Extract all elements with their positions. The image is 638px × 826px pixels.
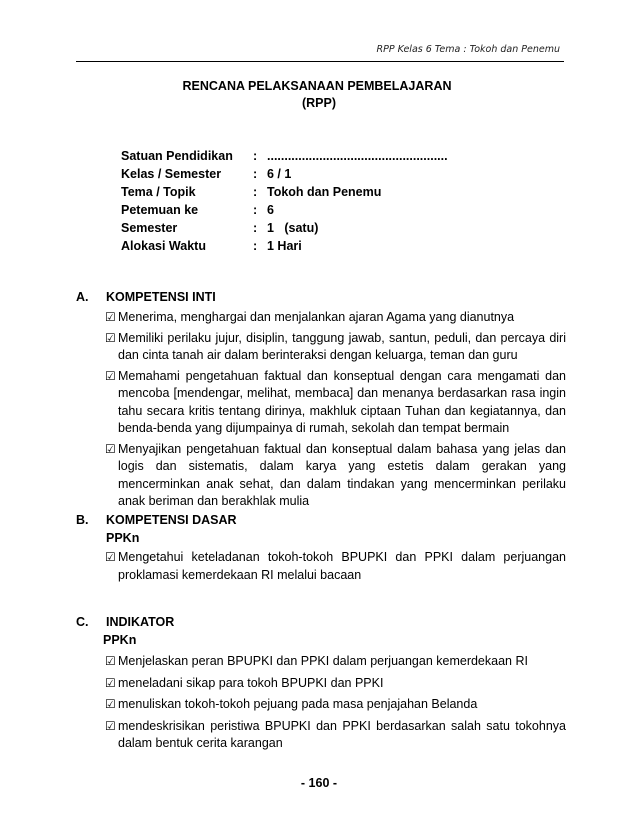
list-item xyxy=(76,309,566,327)
section-heading xyxy=(76,511,566,529)
info-value: Tokoh dan Penemu xyxy=(267,185,382,199)
subject-label: PPKn xyxy=(106,531,140,545)
list-item xyxy=(76,330,566,365)
checkbox-checked-icon: ☑ xyxy=(105,697,116,711)
list-item xyxy=(76,696,566,714)
list-item xyxy=(76,653,566,671)
info-value: .................................................... xyxy=(267,149,448,163)
document-title-line2: (RPP) xyxy=(301,96,337,110)
section-title: INDIKATOR xyxy=(106,615,175,629)
page-header-title: RPP Kelas 6 Tema : Tokoh dan Penemu xyxy=(376,44,560,55)
checkbox-checked-icon: ☑ xyxy=(105,550,116,564)
item-text: menuliskan tokoh-tokoh pejuang pada masa penjajahan Belanda xyxy=(118,697,478,711)
checklist xyxy=(76,549,566,584)
info-row xyxy=(121,219,448,237)
checkbox-checked-icon: ☑ xyxy=(105,368,116,383)
info-colon: : xyxy=(253,167,258,181)
section-letter: C. xyxy=(76,615,89,629)
list-item xyxy=(76,441,566,511)
checkbox-checked-icon: ☑ xyxy=(105,675,116,690)
item-text: meneladani sikap para tokoh BPUPKI dan PPKI xyxy=(118,675,384,690)
section-letter: B. xyxy=(76,513,89,527)
info-label: Satuan Pendidikan xyxy=(121,149,233,163)
info-label: Kelas / Semester xyxy=(121,167,222,181)
info-row xyxy=(121,183,448,201)
info-row xyxy=(121,147,448,165)
checkbox-checked-icon: ☑ xyxy=(105,654,116,668)
item-text: Menerima, menghargai dan menjalankan ajaran Agama yang dianutnya xyxy=(118,310,515,324)
section-kompetensi-inti xyxy=(76,288,566,511)
document-title xyxy=(0,78,638,112)
checklist xyxy=(76,309,566,511)
section-title: KOMPETENSI DASAR xyxy=(106,513,237,527)
info-row xyxy=(121,237,448,255)
info-value: 1 Hari xyxy=(267,239,302,253)
info-label: Tema / Topik xyxy=(121,185,196,199)
checkbox-checked-icon: ☑ xyxy=(105,310,116,324)
checklist xyxy=(76,653,566,753)
checkbox-checked-icon: ☑ xyxy=(105,718,116,733)
list-item xyxy=(76,549,566,584)
info-row xyxy=(121,165,448,183)
checkbox-checked-icon: ☑ xyxy=(105,441,116,456)
item-text: Menyajikan pengetahuan faktual dan konseptual dalam bahasa yang jelas dan logis dan sistematis, dalam karya yang estetis dalam gerakan yang mencerminkan anak sehat, dan dalam tindakan yang mencerminkan perilaku anak beriman dan berakhlak mulia xyxy=(118,441,566,508)
info-label: Alokasi Waktu xyxy=(121,239,206,253)
section-kompetensi-dasar xyxy=(76,511,566,584)
item-text: Menjelaskan peran BPUPKI dan PPKI dalam perjuangan kemerdekaan RI xyxy=(118,654,528,668)
info-colon: : xyxy=(253,221,258,235)
subject-label: PPKn xyxy=(103,633,137,647)
info-value: 6 / 1 xyxy=(267,167,292,181)
checkbox-checked-icon: ☑ xyxy=(105,330,116,345)
item-text: Memahami pengetahuan faktual dan konseptual dengan cara mengamati dan mencoba [mendengar, melihat, membaca] dan menanya berdasarkan rasa ingin tahu secara kritis tentang dirinya, makhluk ciptaan Tuhan dan kegiatannya, dan benda-benda yang dijumpainya di rumah, sekolah dan tempat bermain xyxy=(118,368,566,435)
info-value: 6 xyxy=(267,203,274,217)
item-text: Mengetahui keteladanan tokoh-tokoh BPUPKI dan PPKI dalam perjuangan proklamasi kemerdekaan RI melalui bacaan xyxy=(118,550,566,582)
info-label: Petemuan ke xyxy=(121,203,199,217)
list-item xyxy=(76,368,566,438)
item-text: mendeskrisikan peristiwa BPUPKI dan PPKI berdasarkan salah satu tokohnya dalam bentuk cerita karangan xyxy=(118,718,566,750)
info-colon: : xyxy=(253,203,258,217)
section-letter: A. xyxy=(76,290,89,304)
section-indikator xyxy=(76,613,566,753)
header-rule xyxy=(76,61,564,62)
page-number: - 160 - xyxy=(300,776,338,790)
identity-block xyxy=(121,147,448,255)
list-item xyxy=(76,718,566,753)
section-heading xyxy=(76,613,566,631)
document-title-line1: RENCANA PELAKSANAAN PEMBELAJARAN xyxy=(182,79,452,93)
info-colon: : xyxy=(253,185,258,199)
info-label: Semester xyxy=(121,221,178,235)
section-title: KOMPETENSI INTI xyxy=(106,290,216,304)
info-colon: : xyxy=(253,149,258,163)
section-heading xyxy=(76,288,566,306)
list-item xyxy=(76,675,566,693)
info-colon: : xyxy=(253,239,258,253)
info-row xyxy=(121,201,448,219)
info-value: 1 (satu) xyxy=(267,221,319,235)
item-text: Memiliki perilaku jujur, disiplin, tanggung jawab, santun, peduli, dan percaya diri dan cinta tanah air dalam berinteraksi dengan keluarga, teman dan guru xyxy=(118,330,566,362)
